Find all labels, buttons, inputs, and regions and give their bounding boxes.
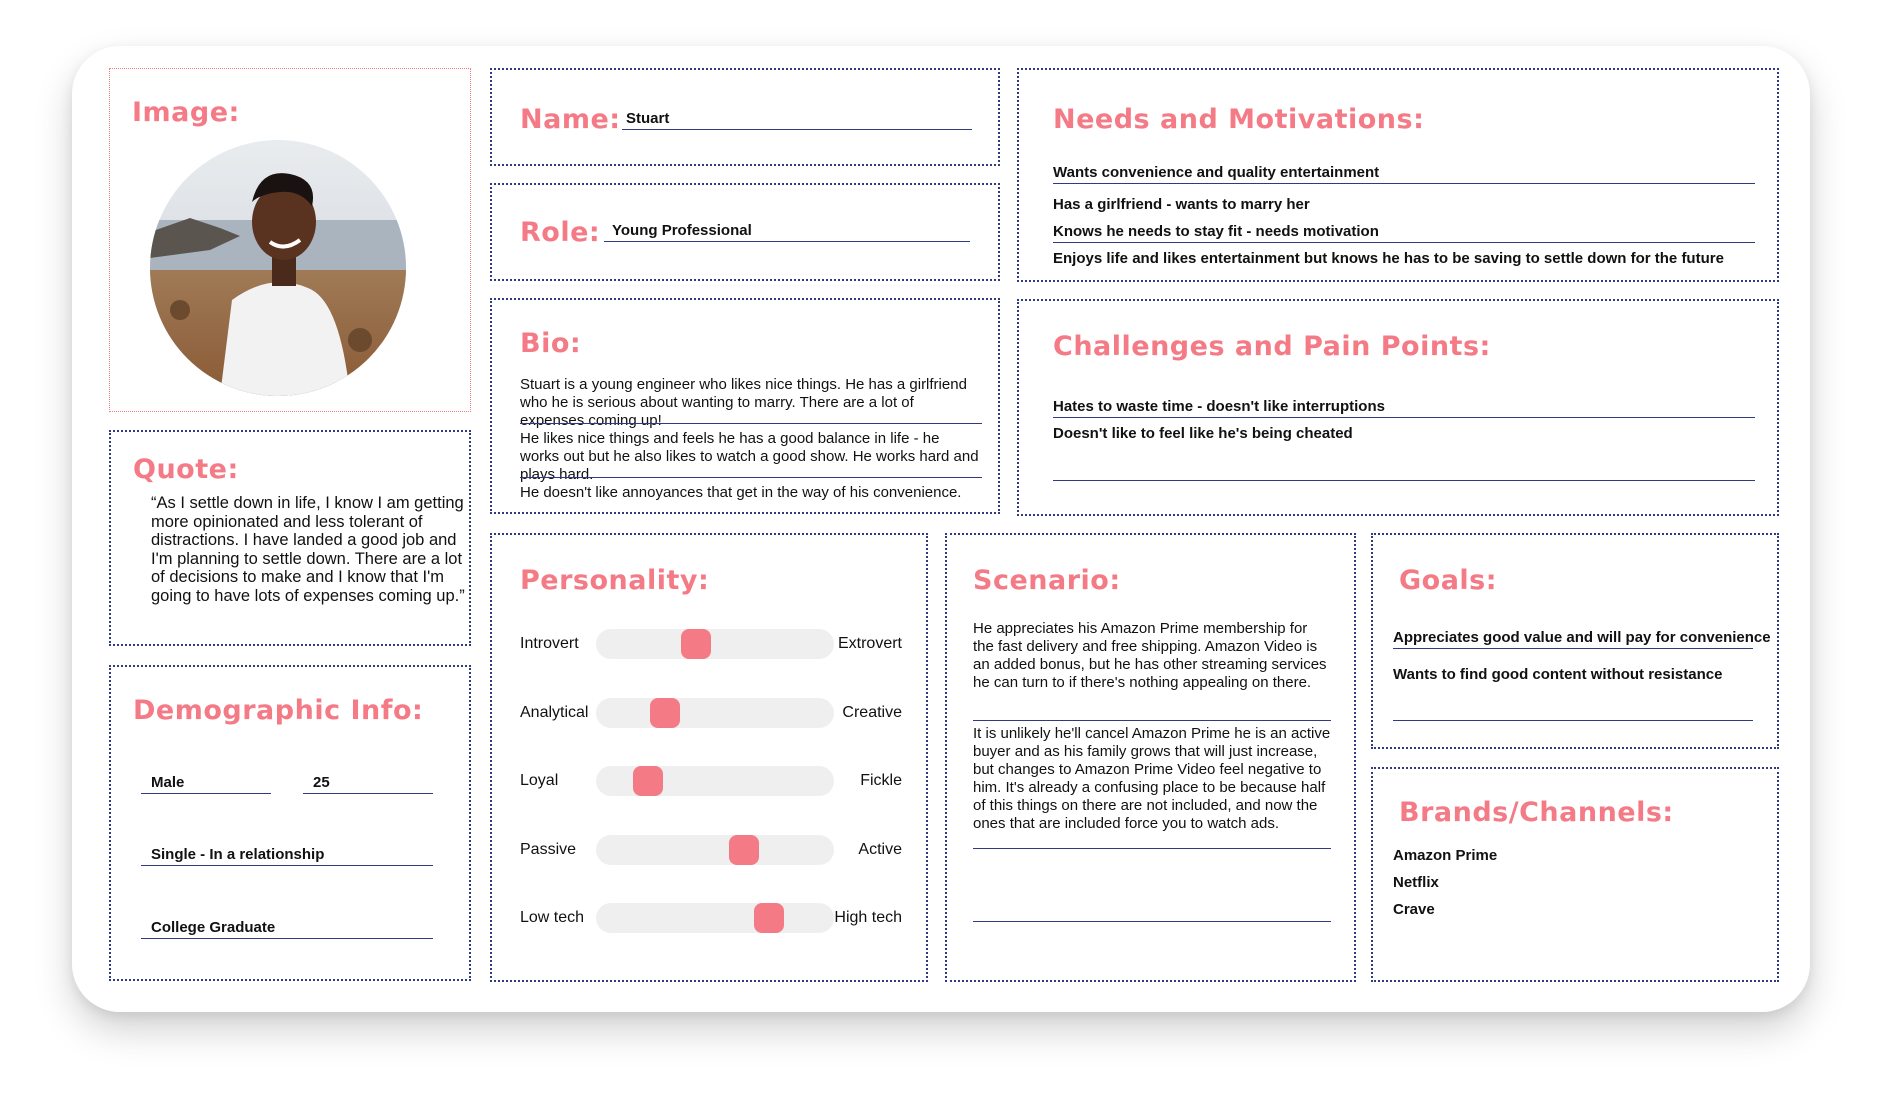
scenario-paragraph: It is unlikely he'll cancel Amazon Prime he is an active buyer and as his family grows that will just increase, but changes to Amazon Prime Video feel negative to him. It's already a confusing place to be because half of this things on there are not included, and now the ones that are included force you to watch ads. (973, 725, 1331, 832)
name-heading: Name: (520, 104, 621, 135)
trait-left-label: Low tech (520, 909, 585, 926)
bio-paragraph: He doesn't like annoyances that get in the way of his convenience. (520, 484, 962, 501)
goals-item: Wants to find good content without resistance (1393, 666, 1723, 683)
scenario-heading: Scenario: (973, 565, 1121, 596)
challenges-section (1017, 299, 1779, 516)
trait-right-label: High tech (834, 909, 902, 926)
goals-section (1371, 533, 1779, 749)
goals-heading: Goals: (1399, 565, 1498, 596)
trait-slider-knob[interactable] (754, 903, 784, 933)
needs-item: Has a girlfriend - wants to marry her (1053, 196, 1310, 213)
challenges-rule (1053, 480, 1755, 481)
needs-section (1017, 68, 1779, 282)
quote-heading: Quote: (133, 454, 239, 485)
trait-right-label: Active (858, 840, 902, 858)
age-field: 25 (303, 774, 433, 794)
needs-item: Knows he needs to stay fit - needs motivation (1053, 223, 1755, 243)
brand-item: Amazon Prime (1393, 847, 1498, 864)
trait-right-label: Extrovert (837, 635, 902, 652)
quote-section (109, 430, 471, 646)
trait-left-label: Analytical (520, 703, 589, 721)
education-field: College Graduate (141, 919, 433, 939)
challenges-item: Hates to waste time - doesn't like interruptions (1053, 398, 1755, 418)
name-section (490, 68, 1000, 166)
needs-heading: Needs and Motivations: (1053, 104, 1425, 135)
bio-section (490, 298, 1000, 514)
scenario-paragraph: He appreciates his Amazon Prime membership for the fast delivery and free shipping. Amazon Video is an added bonus, but he has other streaming services he can turn to if there's nothing appealing on there. (973, 620, 1327, 691)
relationship-field: Single - In a relationship (141, 846, 433, 866)
scenario-rule (973, 848, 1331, 849)
role-heading: Role: (520, 217, 601, 248)
quote-text: “As I settle down in life, I know I am getting more opinionated and less tolerant of distractions. I have landed a good job and I'm planning to settle down. There are a lot of decisions to make and I know that I'm going to have lots of expenses coming up.” (151, 494, 465, 605)
scenario-rule (973, 720, 1331, 721)
brand-item: Crave (1393, 901, 1435, 918)
trait-slider-track[interactable] (596, 766, 834, 796)
scenario-rule (973, 921, 1331, 922)
bio-paragraph: Stuart is a young engineer who likes nice things. He has a girlfriend who he is serious about wanting to marry. There are a lot of expenses coming up! (520, 376, 967, 429)
personality-heading: Personality: (520, 565, 710, 596)
trait-slider-track[interactable] (596, 698, 834, 728)
name-field: Stuart (622, 110, 972, 130)
trait-slider-knob[interactable] (633, 766, 663, 796)
trait-slider-knob[interactable] (681, 629, 711, 659)
bio-rule (520, 477, 982, 478)
trait-left-label: Loyal (520, 772, 559, 789)
image-heading: Image: (132, 97, 240, 128)
personality-section (490, 533, 928, 982)
demographic-section (109, 665, 471, 981)
role-field: Young Professional (604, 222, 970, 242)
needs-item: Wants convenience and quality entertainment (1053, 164, 1755, 184)
goals-item: Appreciates good value and will pay for convenience (1393, 629, 1753, 649)
goals-rule (1393, 720, 1753, 721)
trait-slider-track[interactable] (596, 629, 834, 659)
brands-section (1371, 767, 1779, 982)
bio-heading: Bio: (520, 328, 582, 359)
trait-right-label: Creative (842, 703, 902, 721)
image-section (109, 68, 471, 412)
trait-right-label: Fickle (860, 772, 902, 789)
trait-left-label: Introvert (520, 635, 579, 652)
gender-field: Male (141, 774, 271, 794)
needs-item: Enjoys life and likes entertainment but knows he has to be saving to settle down for the future (1053, 250, 1724, 267)
trait-slider-knob[interactable] (650, 698, 680, 728)
trait-slider-knob[interactable] (729, 835, 759, 865)
scenario-section (945, 533, 1356, 982)
trait-slider-track[interactable] (596, 903, 834, 933)
bio-paragraph: He likes nice things and feels he has a good balance in life - he works out but he also likes to watch a good show. He works hard and plays hard. (520, 430, 979, 483)
demographic-heading: Demographic Info: (133, 695, 424, 726)
bio-rule (520, 423, 982, 424)
trait-left-label: Passive (520, 840, 577, 858)
persona-photo (150, 140, 406, 396)
challenges-item: Doesn't like to feel like he's being cheated (1053, 425, 1353, 442)
role-section (490, 183, 1000, 281)
brand-item: Netflix (1393, 874, 1439, 891)
challenges-heading: Challenges and Pain Points: (1053, 331, 1491, 362)
trait-slider-track[interactable] (596, 835, 834, 865)
brands-heading: Brands/Channels: (1399, 797, 1674, 828)
